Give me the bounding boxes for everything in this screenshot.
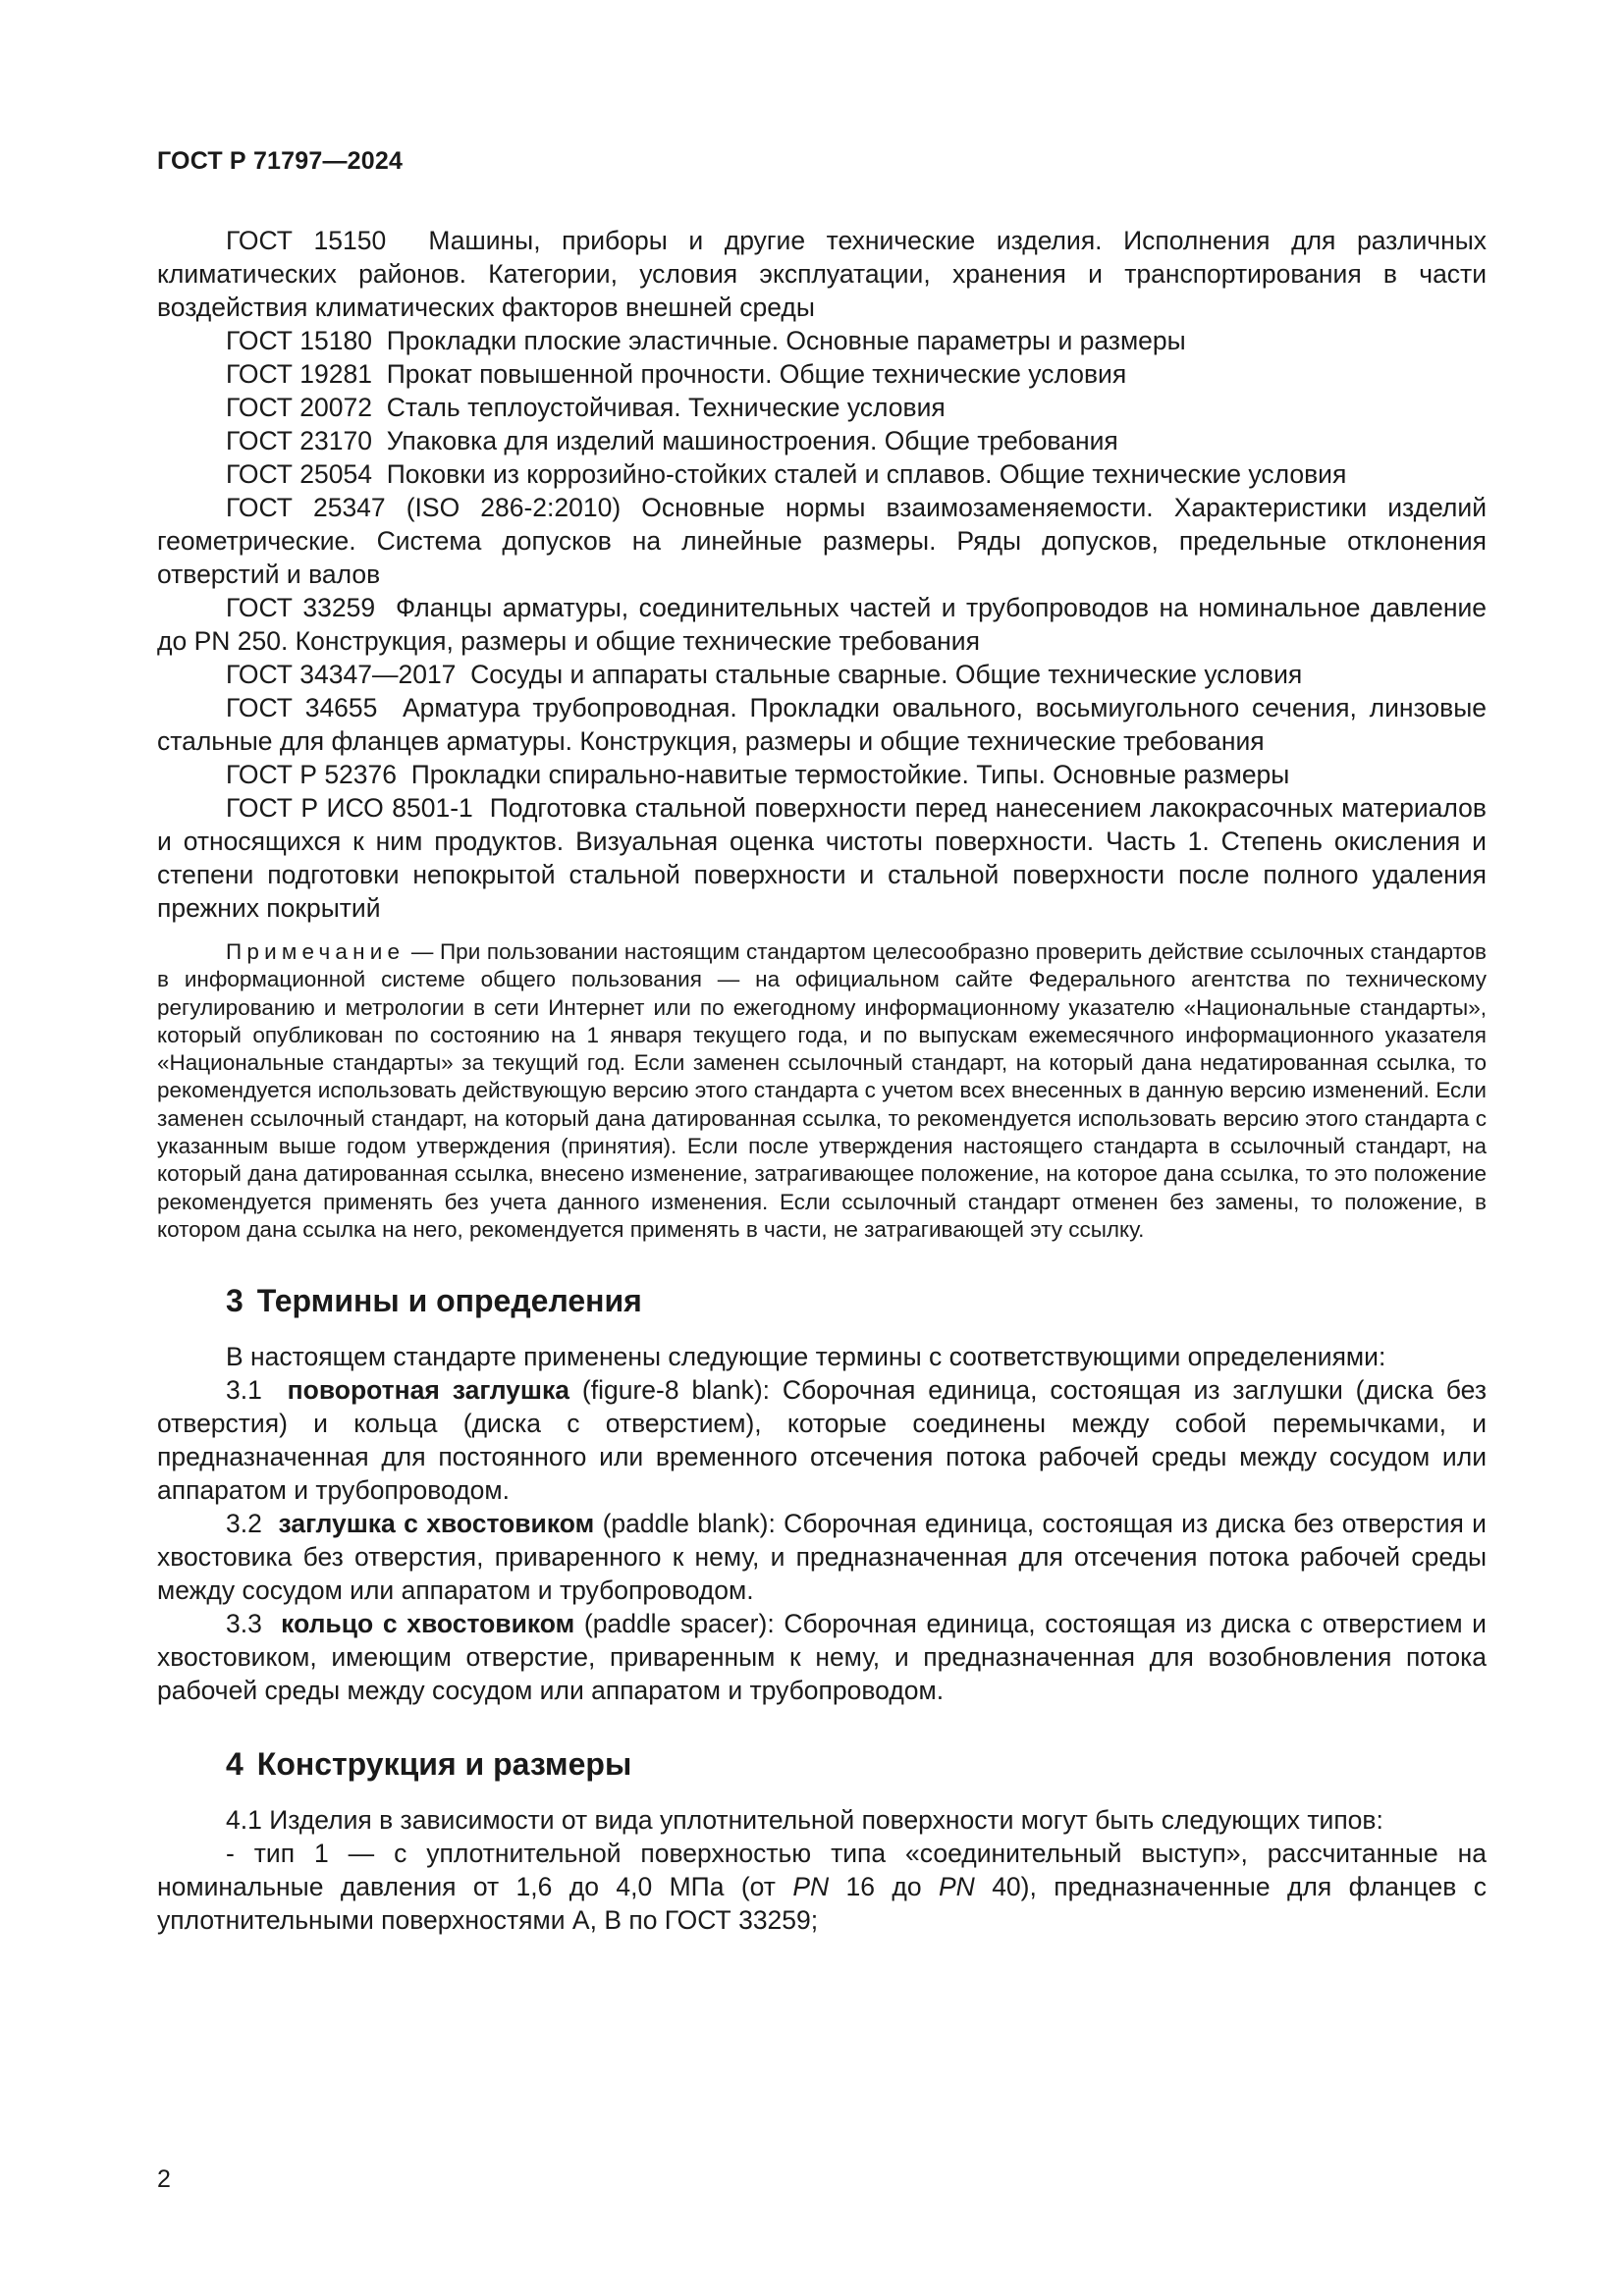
reference-title: Фланцы арматуры, соединительных частей и трубопроводов на номинальное давление до PN 250. Конструкция, размеры и общие технические требования — [157, 593, 1488, 656]
section-number: 4 — [226, 1746, 244, 1783]
reference-item — [157, 491, 1487, 591]
reference-title: Сталь теплоустойчивая. Технические условия — [386, 393, 946, 422]
reference-title: Основные нормы взаимозаменяемости. Характеристики изделий геометрические. Система допусков на линейные размеры. Ряды допусков, предельные отклонения отверстий и валов — [157, 493, 1488, 589]
term-text: (paddle spacer): Сборочная единица, состоящая из диска с отверстием и хвостовиком, имеющим отверстие, приваренным к нему, и предназначенная для возобновления потока рабочей среды между сосудом или аппаратом и трубопроводом. — [157, 1609, 1487, 1706]
section-heading-terms — [226, 1281, 1487, 1320]
reference-title: Поковки из коррозийно-стойких сталей и сплавов. Общие технические условия — [386, 459, 1347, 489]
reference-title: Подготовка стальной поверхности перед нанесением лакокрасочных материалов и относящихся к ним продуктов. Визуальная оценка чистоты поверхности. Часть 1. Степень окисления и степени подготовки непокрытой стальной поверхности и стальной поверхности после полного удаления прежних покрытий — [157, 793, 1487, 923]
reference-item — [157, 791, 1487, 925]
term-number: 3.1 — [226, 1375, 262, 1406]
term-name: поворотная заглушка — [287, 1375, 570, 1406]
term-name: кольцо с хвостовиком — [281, 1609, 575, 1639]
reference-code: ГОСТ 20072 — [226, 393, 372, 422]
document-header: ГОСТ Р 71797—2024 — [157, 147, 404, 175]
document-page — [157, 0, 1487, 2296]
reference-item — [157, 691, 1487, 758]
reference-code: ГОСТ 15150 — [226, 226, 387, 255]
reference-item — [157, 357, 1487, 391]
term-number: 3.3 — [226, 1609, 262, 1639]
clause-paragraph: 4.1 Изделия в зависимости от вида уплотнительной поверхности могут быть следующих типов: — [226, 1805, 1383, 1836]
reference-item — [157, 424, 1487, 457]
reference-code: ГОСТ Р 52376 — [226, 760, 398, 789]
section-heading-construction — [226, 1744, 1487, 1784]
document-body — [157, 224, 1487, 1937]
reference-item — [157, 457, 1487, 491]
reference-item — [157, 658, 1487, 691]
reference-code: ГОСТ 19281 — [226, 359, 372, 389]
reference-code: ГОСТ 34347—2017 — [226, 660, 457, 689]
normative-references-list — [157, 224, 1487, 925]
reference-title: Сосуды и аппараты стальные сварные. Общие технические условия — [470, 660, 1303, 689]
reference-title: Прокат повышенной прочности. Общие технические условия — [386, 359, 1127, 389]
page-number: 2 — [157, 2165, 171, 2193]
reference-title: Прокладки спирально-навитые термостойкие. Типы. Основные размеры — [410, 760, 1290, 789]
section-intro: В настоящем стандарте применены следующие термины с соответствующими определениями: — [226, 1342, 1386, 1372]
term-number: 3.2 — [226, 1509, 262, 1539]
reference-code: ГОСТ 25054 — [226, 459, 372, 489]
term-definition — [157, 1607, 1487, 1707]
term-text: (figure-8 blank): Сборочная единица, состоящая из заглушки (диска без отверстия) и кольца (диска с отверстием), которые соединены между собой перемычками, и предназначенная для постоянного или временного отсечения потока рабочей среды между сосудом или аппаратом и трубопроводом. — [157, 1375, 1487, 1506]
term-text: (paddle blank): Сборочная единица, состоящая из диска без отверстия и хвостовика без отверстия, приваренного к нему, и предназначенная для отсечения потока рабочей среды между сосудом или аппаратом и трубопроводом. — [157, 1509, 1487, 1606]
pn-symbol: PN — [792, 1872, 830, 1902]
section-number: 3 — [226, 1283, 244, 1319]
reference-code: ГОСТ 34655 — [226, 693, 378, 722]
reference-item — [157, 758, 1487, 791]
term-name: заглушка с хвостовиком — [278, 1509, 595, 1539]
note-label: Примечание — [226, 939, 406, 964]
note-text: — При пользовании настоящим стандартом целесообразно проверить действие ссылочных стандартов в информационной системе общего пользования — на официальном сайте Федерального агентства по техническому регулированию и метрологии в сети Интернет или по ежегодному информационному указателю «Национальные стандарты», который опубликован по состоянию на 1 января текущего года, и по выпускам ежемесячного информационного указателя «Национальные стандарты» за текущий год. Если заменен ссылочный стандарт, на который дана недатированная ссылка, то рекомендуется использовать действующую версию этого стандарта с учетом всех внесенных в данную версию изменений. Если заменен ссылочный стандарт, на который дана датированная ссылка, то рекомендуется использовать версию этого стандарта с указанным выше годом утверждения (принятия). Если после утверждения настоящего стандарта в ссылочный стандарт, на который дана датированная ссылка, внесено изменение, затрагивающее положение, на которое дана ссылка, то это положение рекомендуется применять без учета данного изменения. Если ссылочный стандарт отменен без замены, то положение, в котором дана ссылка на него, рекомендуется применять в части, не затрагивающей эту ссылку. — [157, 939, 1487, 1242]
reference-title: Машины, приборы и другие технические изделия. Исполнения для различных климатических районов. Категории, условия эксплуатации, хранения и транспортирования в части воздействия климатических факторов внешней среды — [157, 226, 1487, 322]
reference-item — [157, 391, 1487, 424]
reference-code: ГОСТ 25347 (ISO 286-2:2010) — [226, 493, 622, 522]
reference-item — [157, 324, 1487, 357]
reference-title: Упаковка для изделий машиностроения. Общие требования — [386, 426, 1118, 455]
reference-code: ГОСТ 15180 — [226, 326, 372, 355]
reference-title: Прокладки плоские эластичные. Основные параметры и размеры — [386, 326, 1186, 355]
reference-code: ГОСТ Р ИСО 8501-1 — [226, 793, 473, 823]
pn-symbol: PN — [938, 1872, 975, 1902]
term-definition — [157, 1507, 1487, 1607]
note-paragraph — [157, 938, 1487, 1244]
reference-code: ГОСТ 23170 — [226, 426, 372, 455]
reference-title: Арматура трубопроводная. Прокладки овального, восьмиугольного сечения, линзовые стальные для фланцев арматуры. Конструкция, размеры и общие технические требования — [157, 693, 1487, 756]
type-list-item: - тип 1 — с уплотнительной поверхностью типа «соединительный выступ», рассчитанные на номинальные давления от 1,6 до 4,0 МПа (от PN 16 до PN 40), предназначенные для фланцев с уплотнительными поверхностями A, B по ГОСТ 33259; — [157, 1839, 1487, 1936]
section-title: Конструкция и размеры — [256, 1746, 632, 1783]
term-definition — [157, 1373, 1487, 1507]
section-title: Термины и определения — [256, 1283, 642, 1319]
reference-code: ГОСТ 33259 — [226, 593, 376, 622]
reference-item — [157, 591, 1487, 658]
reference-item — [157, 224, 1487, 324]
